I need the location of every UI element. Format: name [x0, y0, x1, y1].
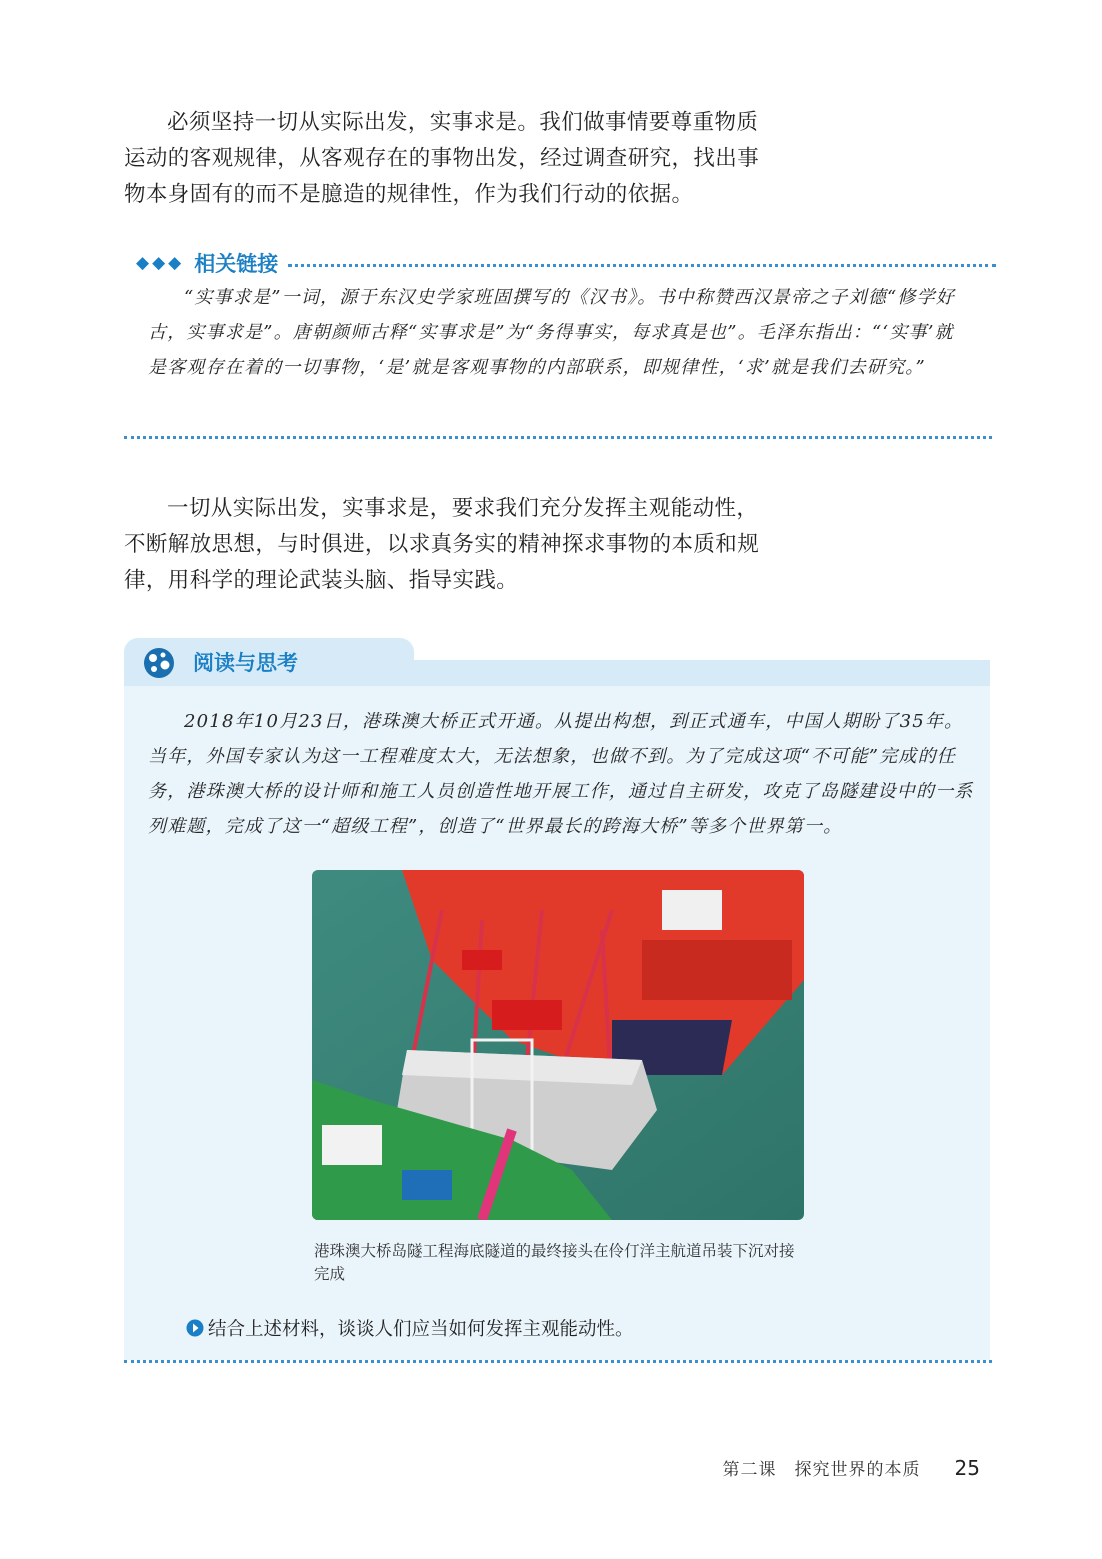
related-link-header [136, 248, 996, 278]
discussion-question [186, 1315, 634, 1341]
question-text: 结合上述材料，谈谈人们应当如何发挥主观能动性。 [208, 1319, 634, 1340]
chapter-label: 第二课 探究世界的本质 [722, 1460, 921, 1480]
related-link-bottom-divider [124, 436, 992, 439]
reading-globe-icon [142, 646, 176, 680]
related-link-body: “实事求是”一词，源于东汉史学家班固撰写的《汉书》。书中称赞西汉景帝之子刘德“修学好古，实事求是”。唐朝颜师古释“实事求是”为“务得事实，每求真是也”。毛泽东指出：“‘实事’就是客观存在着的一切事物，‘是’就是客观事物的内部联系，即规律性，‘求’就是我们去研究。” [148, 287, 956, 378]
bridge-construction-photo [312, 870, 804, 1220]
body-paragraph-2: 一切从实际出发，实事求是，要求我们充分发挥主观能动性，不断解放思想，与时俱进，以求真务实的精神探求事物的本质和规律，用科学的理论武装头脑、指导实践。 [124, 496, 760, 593]
photo-caption: 港珠澳大桥岛隧工程海底隧道的最终接头在伶仃洋主航道吊装下沉对接完成 [314, 1242, 795, 1283]
body-paragraph-1: 必须坚持一切从实际出发，实事求是。我们做事情要尊重物质运动的客观规律，从客观存在的事物出发，经过调查研究，找出事物本身固有的而不是臆造的规律性，作为我们行动的依据。 [124, 110, 760, 207]
page-footer [723, 1455, 980, 1480]
arrow-bullet-icon [186, 1319, 204, 1337]
diamond-bullets-icon: ◆◆◆ [136, 253, 185, 273]
reading-thinking-title: 阅读与思考 [193, 651, 298, 675]
reading-thinking-body: 2018年10月23日，港珠澳大桥正式开通。从提出构想，到正式通车，中国人期盼了35年。当年，外国专家认为这一工程难度太大，无法想象，也做不到。为了完成这项“不可能”完成的任务，港珠澳大桥的设计师和施工人员创造性地开展工作，通过自主研发，攻克了岛隧建设中的一系列难题，完成了这一“超级工程”，创造了“世界最长的跨海大桥”等多个世界第一。 [148, 711, 974, 837]
reading-thinking-bottom-divider [124, 1360, 992, 1363]
dotted-divider [288, 264, 996, 267]
page-number: 25 [954, 1456, 980, 1480]
related-link-title: 相关链接 [194, 252, 279, 276]
